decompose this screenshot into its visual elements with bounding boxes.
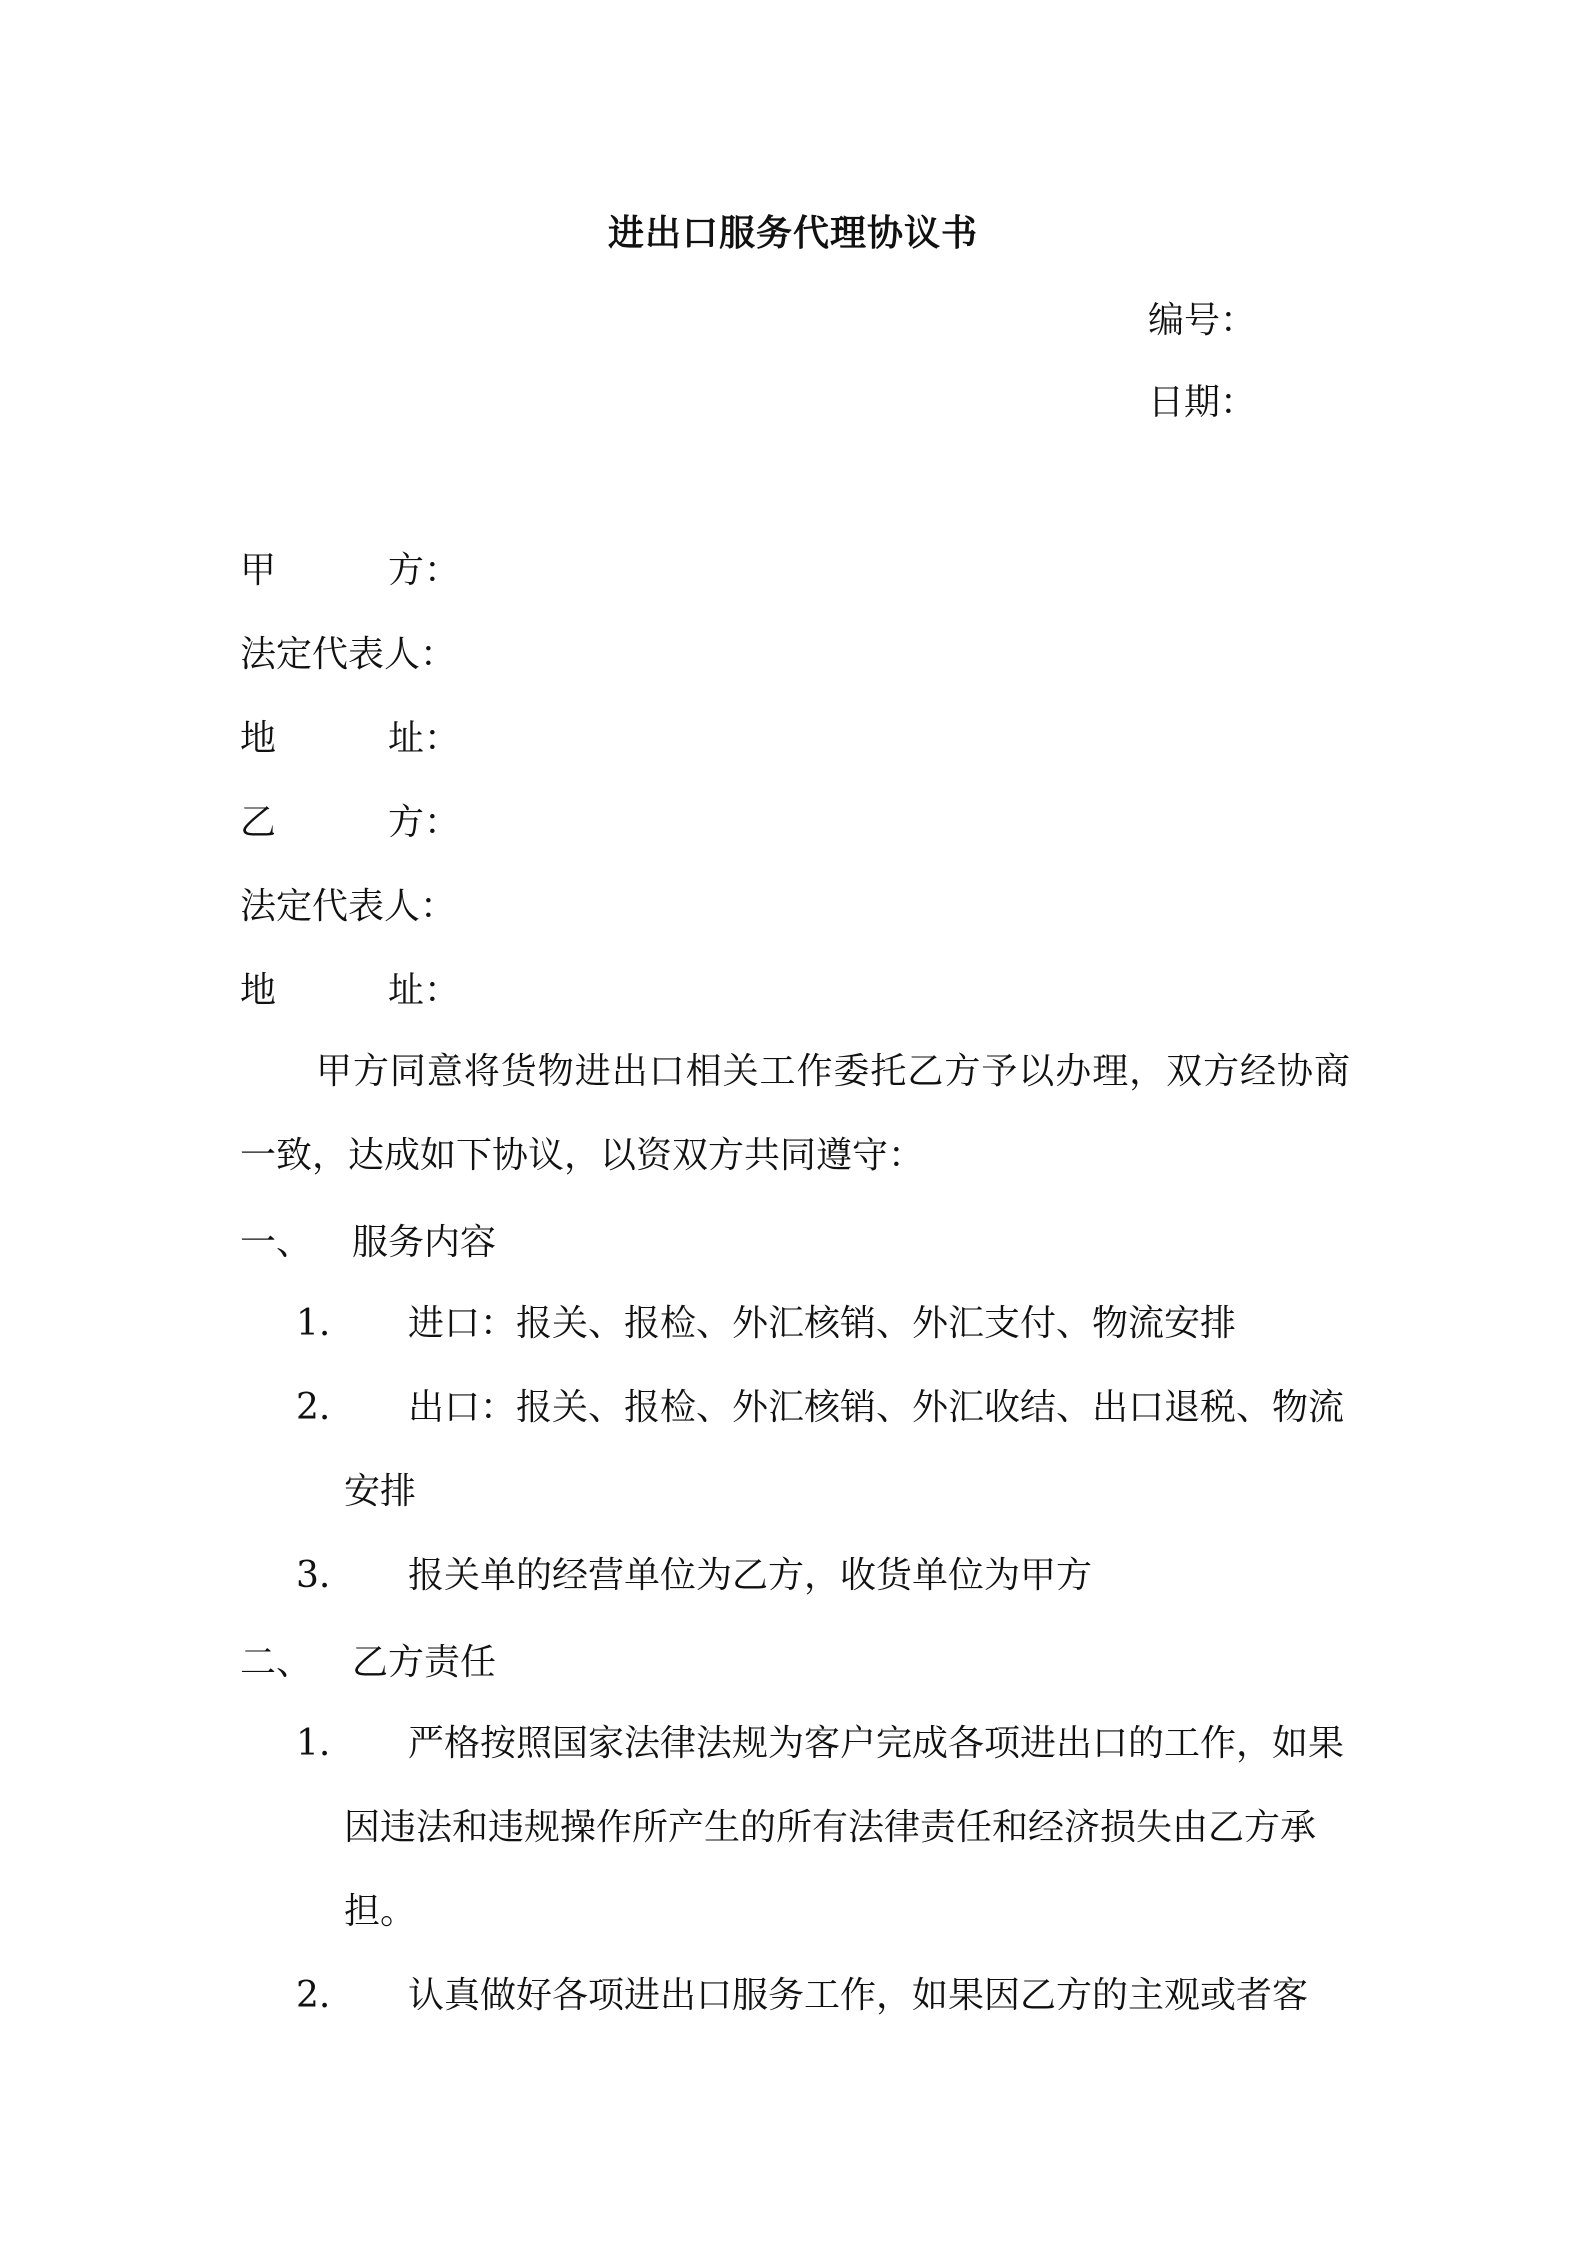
party-a-label-first: 甲 bbox=[240, 550, 277, 591]
party-b-label-first: 乙 bbox=[240, 802, 277, 843]
item-text: 认真做好各项进出口服务工作，如果因乙方的主观或者客 bbox=[408, 1975, 1309, 2016]
item-text: 严格按照国家法律法规为客户完成各项进出口的工作，如果因违法和违规操作所产生的所有法律责任和经济损失由乙方承担。 bbox=[344, 1723, 1345, 1932]
item-number: 3. bbox=[296, 1555, 331, 1596]
party-a-rep-field bbox=[240, 626, 456, 677]
party-b-address-label-second: 址： bbox=[388, 970, 461, 1011]
document-title: 进出口服务代理协议书 bbox=[607, 212, 978, 254]
party-b-address-label-first: 地 bbox=[240, 970, 277, 1011]
party-a-field bbox=[240, 542, 460, 593]
section-number: 二、 bbox=[240, 1642, 313, 1683]
date-label: 日期： bbox=[1148, 382, 1257, 423]
list-item bbox=[296, 1534, 1350, 1618]
party-a-address-label-first: 地 bbox=[240, 718, 277, 759]
party-a-label-second: 方： bbox=[388, 550, 461, 591]
list-item bbox=[296, 1366, 1350, 1534]
item-number: 1. bbox=[296, 1723, 331, 1764]
item-text: 报关单的经营单位为乙方，收货单位为甲方 bbox=[408, 1555, 1093, 1596]
party-a-rep-label: 法定代表人： bbox=[240, 634, 457, 675]
section-heading-service bbox=[240, 1214, 496, 1265]
party-a-address-label-second: 址： bbox=[388, 718, 461, 759]
item-number: 1. bbox=[296, 1303, 331, 1344]
item-text: 出口：报关、报检、外汇核销、外汇收结、出口退税、物流安排 bbox=[344, 1387, 1345, 1512]
list-item bbox=[296, 1954, 1350, 2038]
intro-paragraph: 甲方同意将货物进出口相关工作委托乙方予以办理，双方经协商一致，达成如下协议，以资双方共同遵守： bbox=[240, 1051, 1350, 1176]
number-label: 编号： bbox=[1148, 300, 1257, 341]
section-title: 乙方责任 bbox=[352, 1642, 497, 1683]
party-b-rep-field bbox=[240, 878, 456, 929]
party-b-field bbox=[240, 794, 460, 845]
party-b-rep-label: 法定代表人： bbox=[240, 886, 457, 927]
section-title: 服务内容 bbox=[352, 1222, 497, 1263]
section-heading-responsibility bbox=[240, 1634, 496, 1685]
list-item bbox=[296, 1702, 1350, 1954]
item-number: 2. bbox=[296, 1387, 331, 1428]
list-item bbox=[296, 1282, 1350, 1366]
party-b-address-field bbox=[240, 962, 460, 1013]
party-b-label-second: 方： bbox=[388, 802, 461, 843]
item-text: 进口：报关、报检、外汇核销、外汇支付、物流安排 bbox=[408, 1303, 1237, 1344]
party-a-address-field bbox=[240, 710, 460, 761]
item-number: 2. bbox=[296, 1975, 331, 2016]
section-number: 一、 bbox=[240, 1222, 313, 1263]
